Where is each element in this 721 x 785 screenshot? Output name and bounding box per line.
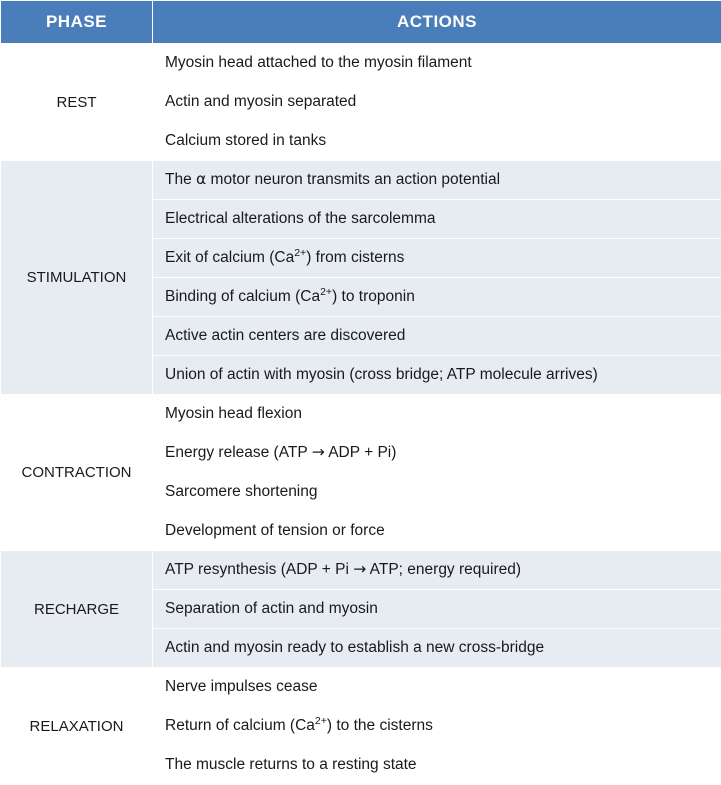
table-row [1, 395, 721, 434]
action-cell: ATP resynthesis (ADP + Pi → ATP; energy required) [153, 551, 721, 590]
phase-cell: REST [1, 44, 153, 161]
table-header-row [1, 1, 721, 44]
table-row [1, 551, 721, 590]
action-cell: The α motor neuron transmits an action potential [153, 161, 721, 200]
table-header [1, 1, 721, 44]
action-cell: Electrical alterations of the sarcolemma [153, 200, 721, 239]
action-cell: Separation of actin and myosin [153, 590, 721, 629]
action-cell: Development of tension or force [153, 512, 721, 551]
phase-cell: CONTRACTION [1, 395, 153, 551]
table-body [1, 44, 721, 785]
action-cell: Myosin head flexion [153, 395, 721, 434]
action-cell: Binding of calcium $(Ca^{2+})$ to troponin [153, 278, 721, 317]
action-cell: Exit of calcium $(Ca^{2+})$ from cisterns [153, 239, 721, 278]
table-row [1, 161, 721, 200]
action-cell: Myosin head attached to the myosin filament [153, 44, 721, 83]
action-cell: Return of calcium $(Ca^{2+})$ to the cisterns [153, 707, 721, 746]
action-cell: Actin and myosin ready to establish a new cross-bridge [153, 629, 721, 668]
action-cell: Energy release (ATP → ADP + Pi) [153, 434, 721, 473]
action-cell: Sarcomere shortening [153, 473, 721, 512]
action-cell: The muscle returns to a resting state [153, 746, 721, 785]
column-header-phase: PHASE [1, 1, 153, 44]
table-row [1, 668, 721, 707]
table-row [1, 44, 721, 83]
action-cell: Actin and myosin separated [153, 83, 721, 122]
phase-cell: STIMULATION [1, 161, 153, 395]
action-cell: Active actin centers are discovered [153, 317, 721, 356]
action-cell: Union of actin with myosin (cross bridge; ATP molecule arrives) [153, 356, 721, 395]
phase-cell: RECHARGE [1, 551, 153, 668]
phase-cell: RELAXATION [1, 668, 153, 785]
column-header-actions: ACTIONS [153, 1, 721, 44]
action-cell: Calcium stored in tanks [153, 122, 721, 161]
action-cell: Nerve impulses cease [153, 668, 721, 707]
